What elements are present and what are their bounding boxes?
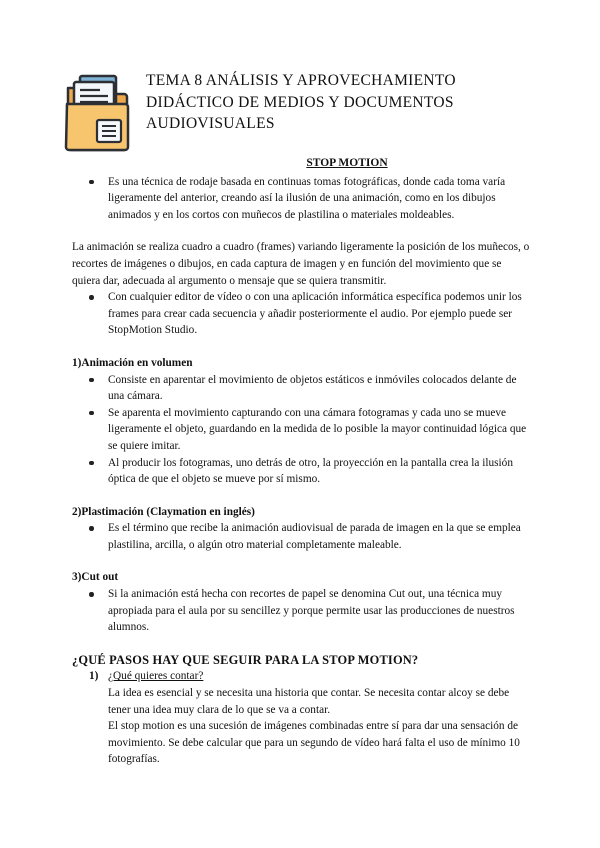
steps-title: ¿QUÉ PASOS HAY QUE SEGUIR PARA LA STOP MOTION? (72, 652, 419, 667)
step-title: ¿Qué quieres contar? (108, 670, 204, 683)
editor-list (72, 289, 532, 339)
step-item (72, 668, 532, 768)
step-number: 1) (89, 670, 99, 683)
document-body (72, 155, 532, 768)
cut-out-list (72, 586, 532, 636)
step-paragraph: La idea es esencial y se necesita una historia que contar. Se necesita contar alcoy se debe tener una idea muy clara de lo que se va a contar. (108, 687, 510, 716)
section-heading-cut-out: 3)Cut out (72, 571, 119, 584)
section-heading-plastimacion: 2)Plastimación (Claymation en inglés) (72, 505, 255, 518)
folder-documents-icon (64, 74, 130, 152)
list-item: Se aparenta el movimiento capturando con una cámara fotogramas y cada uno se mueve ligeramente el objeto, guardando en la medida de lo posible la mayor continuidad lógica que se quiere imitar. (72, 405, 532, 455)
intro-paragraph: La animación se realiza cuadro a cuadro (frames) variando ligeramente la posición de los muñecos, o recortes de imágenes o dibujos, en cada captura de imagen y en función del movimiento que se quiera dar, adecuada al argumento o mensaje que se quiera transmitir. (72, 241, 530, 287)
list-item: Es una técnica de rodaje basada en continuas tomas fotográficas, donde cada toma varía ligeramente del anterior, creando así la ilusión de una animación, como en los dibujos animados y en los cortos con muñecos de plastilina o materiales moldeables. (72, 174, 532, 224)
section-title: STOP MOTION (306, 157, 388, 169)
list-item: Si la animación está hecha con recortes de papel se denomina Cut out, una técnica muy apropiada para el aula por su sencillez y porque permite usar las producciones de nuestros alumnos. (72, 586, 532, 636)
step-paragraph: El stop motion es una sucesión de imágenes combinadas entre sí para dar una sensación de movimiento. Se debe calcular que para un segundo de vídeo hará falta el uso de mínimo 10 fotografías. (108, 720, 520, 766)
list-item: Al producir los fotogramas, uno detrás de otro, la proyección en la pantalla crea la ilusión óptica de que el objeto se mueve por sí mismo. (72, 455, 532, 488)
list-item: Consiste en aparentar el movimiento de objetos estáticos e inmóviles colocados delante de una cámara. (72, 372, 532, 405)
intro-list (72, 174, 532, 224)
volumen-list (72, 372, 532, 488)
list-item: Es el término que recibe la animación audiovisual de parada de imagen en la que se emplea plastilina, arcilla, o algún otro material completamente maleable. (72, 520, 532, 553)
list-item: Con cualquier editor de vídeo o con una aplicación informática específica podemos unir los frames para crear cada secuencia y añadir posteriormente el audio. Por ejemplo puede ser StopMotion Studio. (72, 289, 532, 339)
section-heading-volumen: 1)Animación en volumen (72, 356, 193, 369)
plastimacion-list (72, 520, 532, 553)
page-title: TEMA 8 ANÁLISIS Y APROVECHAMIENTO DIDÁCTICO DE MEDIOS Y DOCUMENTOS AUDIOVISUALES (146, 72, 456, 132)
